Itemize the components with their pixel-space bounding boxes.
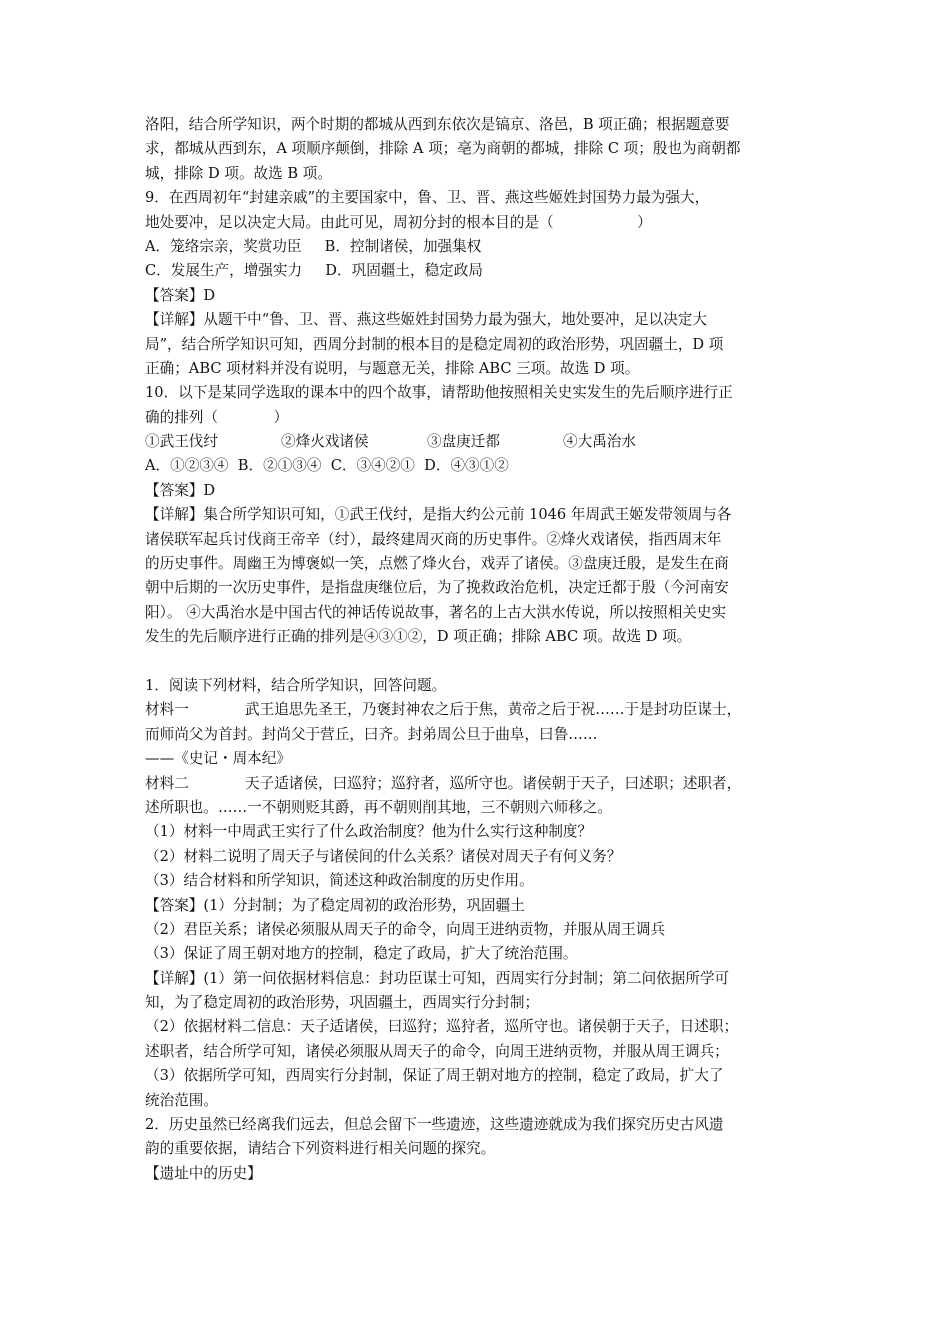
q9-option-row: C．发展生产，增强实力 D．巩固疆土，稳定政局	[145, 262, 483, 280]
document-page	[145, 113, 805, 1186]
s1-stem: 1．阅读下列材料，结合所学知识，回答问题。	[145, 676, 447, 694]
q9-explanation: 【详解】从题干中“鲁、卫、晋、燕这些姬姓封国势力最为强大，地处要冲，足以决定大	[145, 311, 708, 329]
s1-question: （1）材料一中周武王实行了什么政治制度？他为什么实行这种制度？	[145, 823, 593, 841]
s1-explanation: 述职者，结合所学可知，诸侯必须服从周天子的命令，向周王进纳贡物，并服从周王调兵；	[145, 1042, 729, 1060]
q9-stem: 9．在西周初年“封建亲戚”的主要国家中，鲁、卫、晋、燕这些姬姓封国势力最为强大，	[145, 189, 710, 207]
s1-material2-label: 材料二	[145, 774, 189, 792]
q10-item: ④大禹治水	[563, 433, 636, 451]
s1-material2-text: 天子适诸侯，曰巡狩；巡狩者，巡所守也。诸侯朝于天子，曰述职；述职者，	[245, 774, 742, 792]
q10-item: ①武王伐纣	[145, 433, 218, 451]
s2-stem: 韵的重要依据，请结合下列资料进行相关问题的探究。	[145, 1140, 496, 1158]
s1-material1	[145, 698, 805, 722]
s1-explanation: （3）依据所学可知，西周实行分封制，保证了周王朝对地方的控制，稳定了政局，扩大了	[145, 1067, 724, 1085]
q10-stem: 10．以下是某同学选取的课本中的四个故事，请帮助他按照相关史实发生的先后顺序进行正	[145, 384, 733, 402]
q9-option-row: A．笼络宗亲，奖赏功臣 B．控制诸侯，加强集权	[145, 237, 482, 255]
s1-material1-source: ——《史记・周本纪》	[145, 750, 291, 768]
q10-explanation: 的历史事件。周幽王为博褒姒一笑，点燃了烽火台，戏弄了诸侯。③盘庚迁殷，是发生在商	[145, 555, 729, 573]
q9-stem: 地处要冲，足以决定大局。由此可见，周初分封的根本目的是（ ）	[145, 213, 652, 231]
q9-explanation: 局”，结合所学知识可知，西周分封制的根本目的是稳定周初的政治形势，巩固疆土，D 项	[145, 335, 724, 353]
s1-explanation: 知，为了稳定周初的政治形势，巩固疆土，西周实行分封制；	[145, 994, 540, 1012]
prev-explanation-line: 求，都城从西到东，A 项顺序颠倒，排除 A 项；亳为商朝的都城，排除 C 项；殷也为商朝都	[145, 140, 741, 158]
q10-items	[145, 430, 805, 454]
q10-explanation: 诸侯联军起兵讨伐商王帝辛（纣），最终建周灭商的历史事件。②烽火戏诸侯，指西周末年	[145, 530, 722, 548]
s1-question: （3）结合材料和所学知识，简述这种政治制度的历史作用。	[145, 872, 534, 890]
q10-explanation: 阳）。 ④大禹治水是中国古代的神话传说故事，著名的上古大洪水传说，所以按照相关史实	[145, 603, 727, 621]
s1-material1-text: 武王追思先圣王，乃褒封神农之后于焦，黄帝之后于祝……于是封功臣谋士，	[245, 701, 742, 719]
prev-explanation-line: 洛阳，结合所学知识，两个时期的都城从西到东依次是镐京、洛邑，B 项正确；根据题意要	[145, 116, 730, 133]
q10-item: ②烽火戏诸侯	[281, 433, 369, 451]
s1-answer: （3）保证了周王朝对地方的控制，稳定了政局，扩大了统治范围。	[145, 945, 578, 963]
q10-explanation: 发生的先后顺序进行正确的排列是④③①②，D 项正确；排除 ABC 项。故选 D 项。	[145, 628, 692, 646]
s1-explanation: 统治范围。	[145, 1091, 218, 1109]
prev-explanation-line: 城，排除 D 项。故选 B 项。	[145, 164, 332, 182]
q10-explanation: 【详解】集合所学知识可知，①武王伐纣，是指大约公元前 1046 年周武王姬发带领周与各	[145, 506, 732, 524]
s1-answer: （2）君臣关系；诸侯必须服从周天子的命令，向周王进纳贡物，并服从周王调兵	[145, 920, 666, 938]
q10-answer: 【答案】D	[145, 481, 216, 499]
s1-question: （2）材料二说明了周天子与诸侯间的什么关系？诸侯对周天子有何义务？	[145, 847, 622, 865]
s1-material1-cont: 而师尚父为首封。封尚父于营丘，曰齐。封弟周公旦于曲阜，曰鲁……	[145, 725, 598, 743]
q10-item: ③盘庚迁都	[427, 433, 500, 451]
q10-options: A．①②③④ B．②①③④ C．③④②① D．④③①②	[145, 457, 509, 475]
section-gap	[145, 650, 805, 674]
s1-answer: 【答案】(1）分封制；为了稳定周初的政治形势，巩固疆土	[145, 896, 525, 914]
s1-material2-cont: 述所职也。……一不朝则贬其爵，再不朝则削其地，三不朝则六师移之。	[145, 798, 613, 816]
s1-material1-label: 材料一	[145, 701, 189, 719]
q10-explanation: 朝中后期的一次历史事件，是指盘庚继位后，为了挽救政治危机，决定迁都于殷（今河南安	[145, 579, 729, 597]
s1-explanation: 【详解】(1）第一问依据材料信息：封功臣谋士可知，西周实行分封制；第二问依据所学可	[145, 969, 730, 987]
s1-explanation: （2）依据材料二信息：天子适诸侯，曰巡狩；巡狩者，巡所守也。诸侯朝于天子，日述职；	[145, 1018, 739, 1036]
q9-answer: 【答案】D	[145, 286, 216, 304]
s2-stem: 2．历史虽然已经离我们远去，但总会留下一些遗迹，这些遗迹就成为我们探究历史古风遗	[145, 1116, 724, 1134]
q9-explanation: 正确；ABC 项材料并没有说明，与题意无关，排除 ABC 三项。故选 D 项。	[145, 359, 640, 377]
s2-section-heading: 【遗址中的历史】	[145, 1164, 262, 1182]
s1-material2	[145, 772, 805, 796]
q10-stem: 确的排列（ ）	[145, 408, 289, 426]
